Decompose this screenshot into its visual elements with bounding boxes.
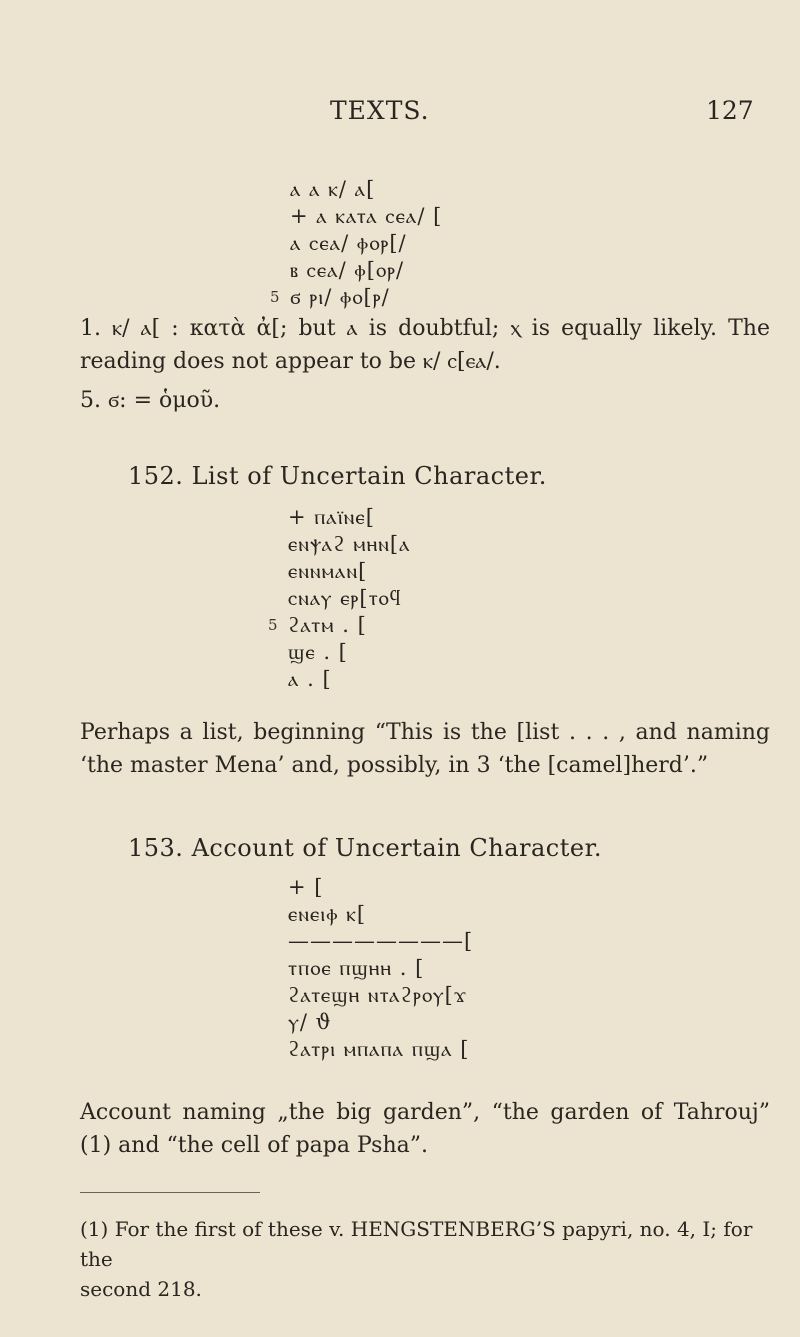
section-152-heading: 152. List of Uncertain Character. [128,462,547,490]
text-line: ⲉⲛⲯⲁϩ ⲙⲏⲛ[ⲁ [288,532,411,556]
text-line: + ⲁ ⲕⲁⲧⲁ ⲥⲉⲁ/ [ [290,204,443,228]
text-line: ⲧⲡⲟⲉ ⲡϣⲏⲏ . [ [288,956,425,980]
section-152-commentary: Perhaps a list, beginning “This is the [list . . . , and naming ‘the master Mena’ and, possibly, in 3 ‘the [camel]herd’.” [80,720,770,778]
text-line: ⲥⲛⲁⲩ ⲉⲣ[ⲧⲟϥ [288,586,402,610]
section-153-heading: 153. Account of Uncertain Character. [128,834,603,862]
page-number: 127 [706,96,754,125]
text-line: ⲁ ⲥⲉⲁ/ ⲫⲟⲣ[/ [290,231,407,255]
text-line: ϩⲁⲧⲣⲓ ⲙⲡⲁⲡⲁ ⲡϣⲁ [ [288,1037,470,1061]
text-line: ⲃ ⲥⲉⲁ/ ⲫ[ⲟⲣ/ [290,258,405,282]
running-title: TEXTS. [330,96,430,125]
section-153-commentary: Account naming „the big garden”, “the garden of Tahrouj” (1) and “the cell of papa Psha”. [80,1100,770,1158]
text-line: ⲉⲛⲉⲓⲫ ⲕ[ [288,902,367,926]
text-line: 5 ϭ ⲣⲓ/ ⲫⲟ[ⲣ/ [270,285,390,309]
text-line: ⲁ ⲁ ⲕ/ ⲁ[ [290,177,376,201]
text-line: + [ [288,875,324,899]
text-line: ⲉⲛⲛⲙⲁⲛ[ [288,559,368,583]
footnote-divider [80,1192,260,1193]
footnote: (1) For the first of these v. HENGSTENBERG’S papyri, no. 4, I; for the second 218. [80,1217,753,1301]
note-line-1: 1. ⲕ/ ⲁ[ : κατὰ ἀ[; but ⲁ is doubtful; ⲭ is equally likely. The reading does not appear to be ⲕ/ ⲥ[ⲉⲁ/. [80,316,770,374]
text-line: + ⲡⲁⲓ̈ⲛⲉ[ [288,505,375,529]
text-line: ⲩ/ ϑ [288,1010,332,1034]
note-line-5: 5. ϭ: = ὁμοῦ. [80,388,221,413]
text-line: ————————[ [288,929,474,953]
page-header [0,96,800,136]
coptic-text-151 [270,176,443,311]
coptic-text-153 [288,874,473,1063]
text-line: ϣⲉ . [ [288,640,348,664]
text-line: ϩⲁⲧⲉϣⲏ ⲛⲧⲁϩⲣⲟⲩ[ϫ [288,983,468,1007]
coptic-text-152 [268,504,411,693]
text-line: ⲁ . [ [288,667,332,691]
text-line: 5 ϩⲁⲧⲙ . [ [268,613,367,637]
